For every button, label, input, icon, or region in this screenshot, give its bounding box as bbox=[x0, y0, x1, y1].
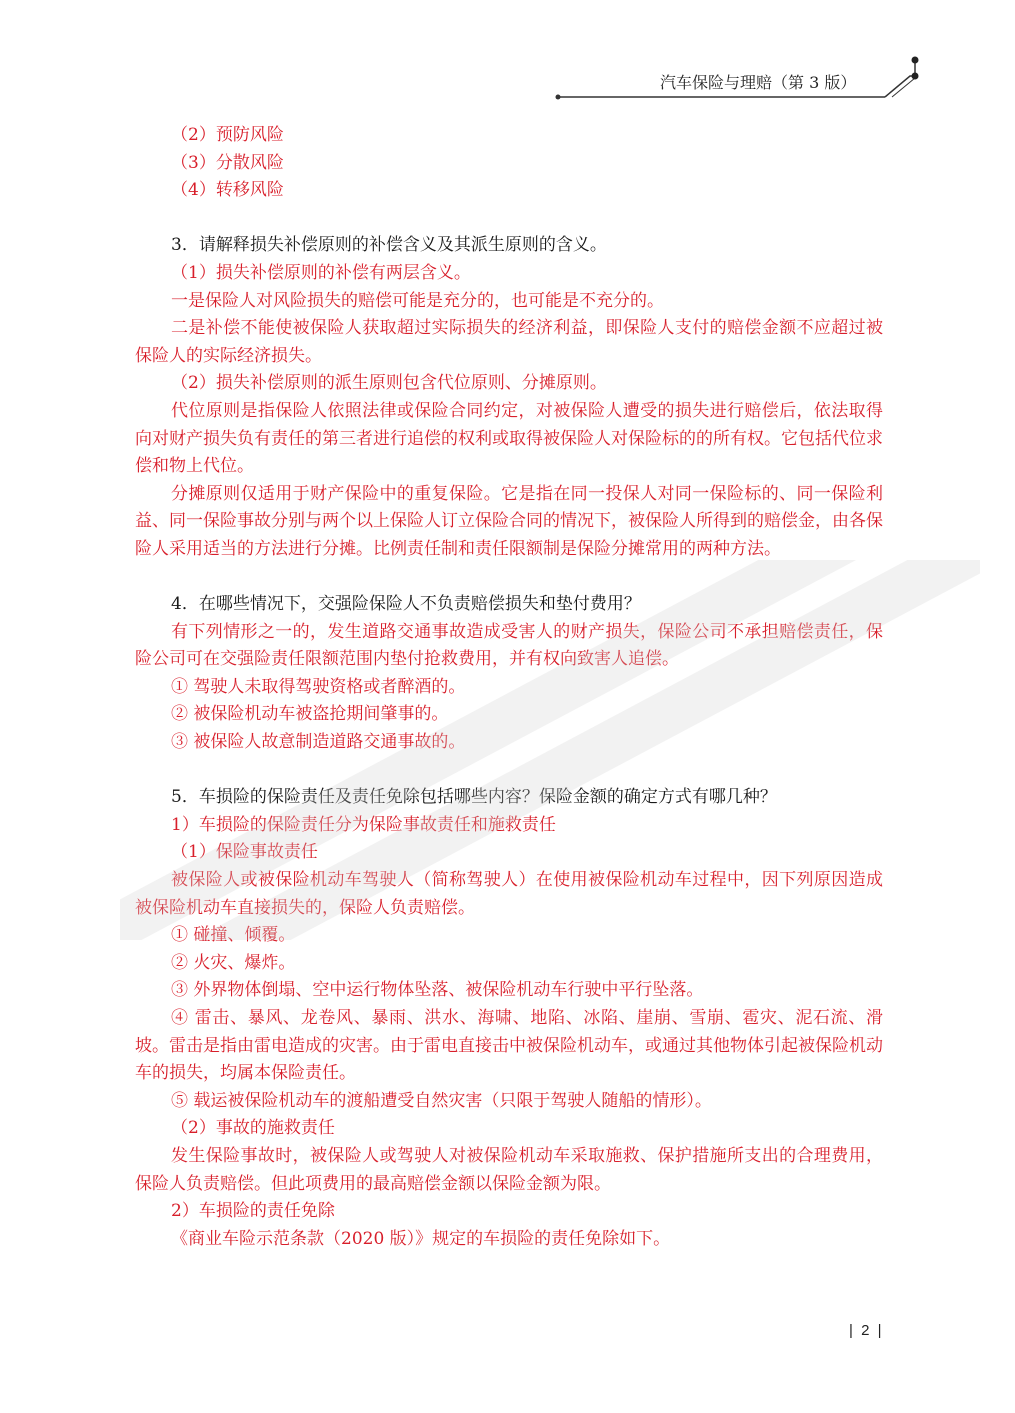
paragraph: ② 被保险机动车被盗抢期间肇事的。 bbox=[171, 704, 449, 725]
paragraph: 5．车损险的保险责任及责任免除包括哪些内容？保险金额的确定方式有哪几种？ bbox=[171, 787, 777, 808]
paragraph: 4．在哪些情况下，交强险保险人不负责赔偿损失和垫付费用？ bbox=[171, 594, 641, 615]
paragraph: 分摊原则仅适用于财产保险中的重复保险。它是指在同一投保人对同一保险标的、同一保险利益、同一保险事故分别与两个以上保险人订立保险合同的情况下，被保险人所得到的赔偿金，由各保险人采用适当的方法进行分摊。比例责任制和责任限额制是保险分摊常用的两种方法。 bbox=[135, 483, 883, 559]
paragraph: ④ 雷击、暴风、龙卷风、暴雨、洪水、海啸、地陷、冰陷、崖崩、雪崩、雹灾、泥石流、滑坡。雷击是指由雷电造成的灾害。由于雷电直接击中被保险机动车，或通过其他物体引起被保险机动车的损失，均属本保险责任。 bbox=[135, 1008, 883, 1084]
header-title: 汽车保险与理赔（第 3 版） bbox=[660, 73, 857, 92]
paragraph: ② 火灾、爆炸。 bbox=[171, 952, 296, 973]
paragraph: ① 碰撞、倾覆。 bbox=[171, 925, 296, 946]
paragraph: （3）分散风险 bbox=[171, 152, 284, 173]
page-number: | 2 | bbox=[849, 1322, 884, 1339]
paragraph: （2）损失补偿原则的派生原则包含代位原则、分摊原则。 bbox=[171, 373, 607, 394]
paragraph: 发生保险事故时，被保险人或驾驶人对被保险机动车采取施救、保护措施所支出的合理费用，保险人负责赔偿。但此项费用的最高赔偿金额以保险金额为限。 bbox=[135, 1145, 883, 1194]
paragraph: 2）车损险的责任免除 bbox=[171, 1201, 335, 1222]
paragraph: 一是保险人对风险损失的赔偿可能是充分的，也可能是不充分的。 bbox=[171, 290, 664, 311]
paragraph: 代位原则是指保险人依照法律或保险合同约定，对被保险人遭受的损失进行赔偿后，依法取得向对财产损失负有责任的第三者进行追偿的权利或取得被保险人对保险标的的所有权。它包括代位求偿和物上代位。 bbox=[135, 400, 883, 477]
paragraph: ③ 被保险人故意制造道路交通事故的。 bbox=[171, 732, 466, 753]
paragraph: （2）预防风险 bbox=[171, 125, 284, 145]
paragraph: 被保险人或被保险机动车驾驶人（简称驾驶人）在使用被保险机动车过程中，因下列原因造成被保险机动车直接损失的，保险人负责赔偿。 bbox=[135, 870, 883, 918]
paragraph: 1）车损险的保险责任分为保险事故责任和施救责任 bbox=[171, 814, 556, 835]
paragraph: 3．请解释损失补偿原则的补偿含义及其派生原则的含义。 bbox=[171, 235, 607, 256]
paragraph: ① 驾驶人未取得驾驶资格或者醉酒的。 bbox=[171, 676, 466, 697]
document-body bbox=[135, 122, 883, 1253]
paragraph: （4）转移风险 bbox=[171, 180, 284, 201]
paragraph: 《商业车险示范条款（2020 版）》规定的车损险的责任免除如下。 bbox=[171, 1228, 671, 1249]
paragraph: 二是补偿不能使被保险人获取超过实际损失的经济利益，即保险人支付的赔偿金额不应超过被保险人的实际经济损失。 bbox=[135, 318, 883, 366]
paragraph: ③ 外界物体倒塌、空中运行物体坠落、被保险机动车行驶中平行坠落。 bbox=[171, 980, 704, 1001]
paragraph: （1）损失补偿原则的补偿有两层含义。 bbox=[171, 262, 471, 283]
paragraph: ⑤ 载运被保险机动车的渡船遭受自然灾害（只限于驾驶人随船的情形）。 bbox=[171, 1090, 712, 1111]
paragraph: （2）事故的施救责任 bbox=[171, 1118, 335, 1139]
paragraph: 有下列情形之一的，发生道路交通事故造成受害人的财产损失，保险公司不承担赔偿责任，保险公司可在交强险责任限额范围内垫付抢救费用，并有权向致害人追偿。 bbox=[135, 621, 883, 670]
paragraph: （1）保险事故责任 bbox=[171, 842, 318, 863]
